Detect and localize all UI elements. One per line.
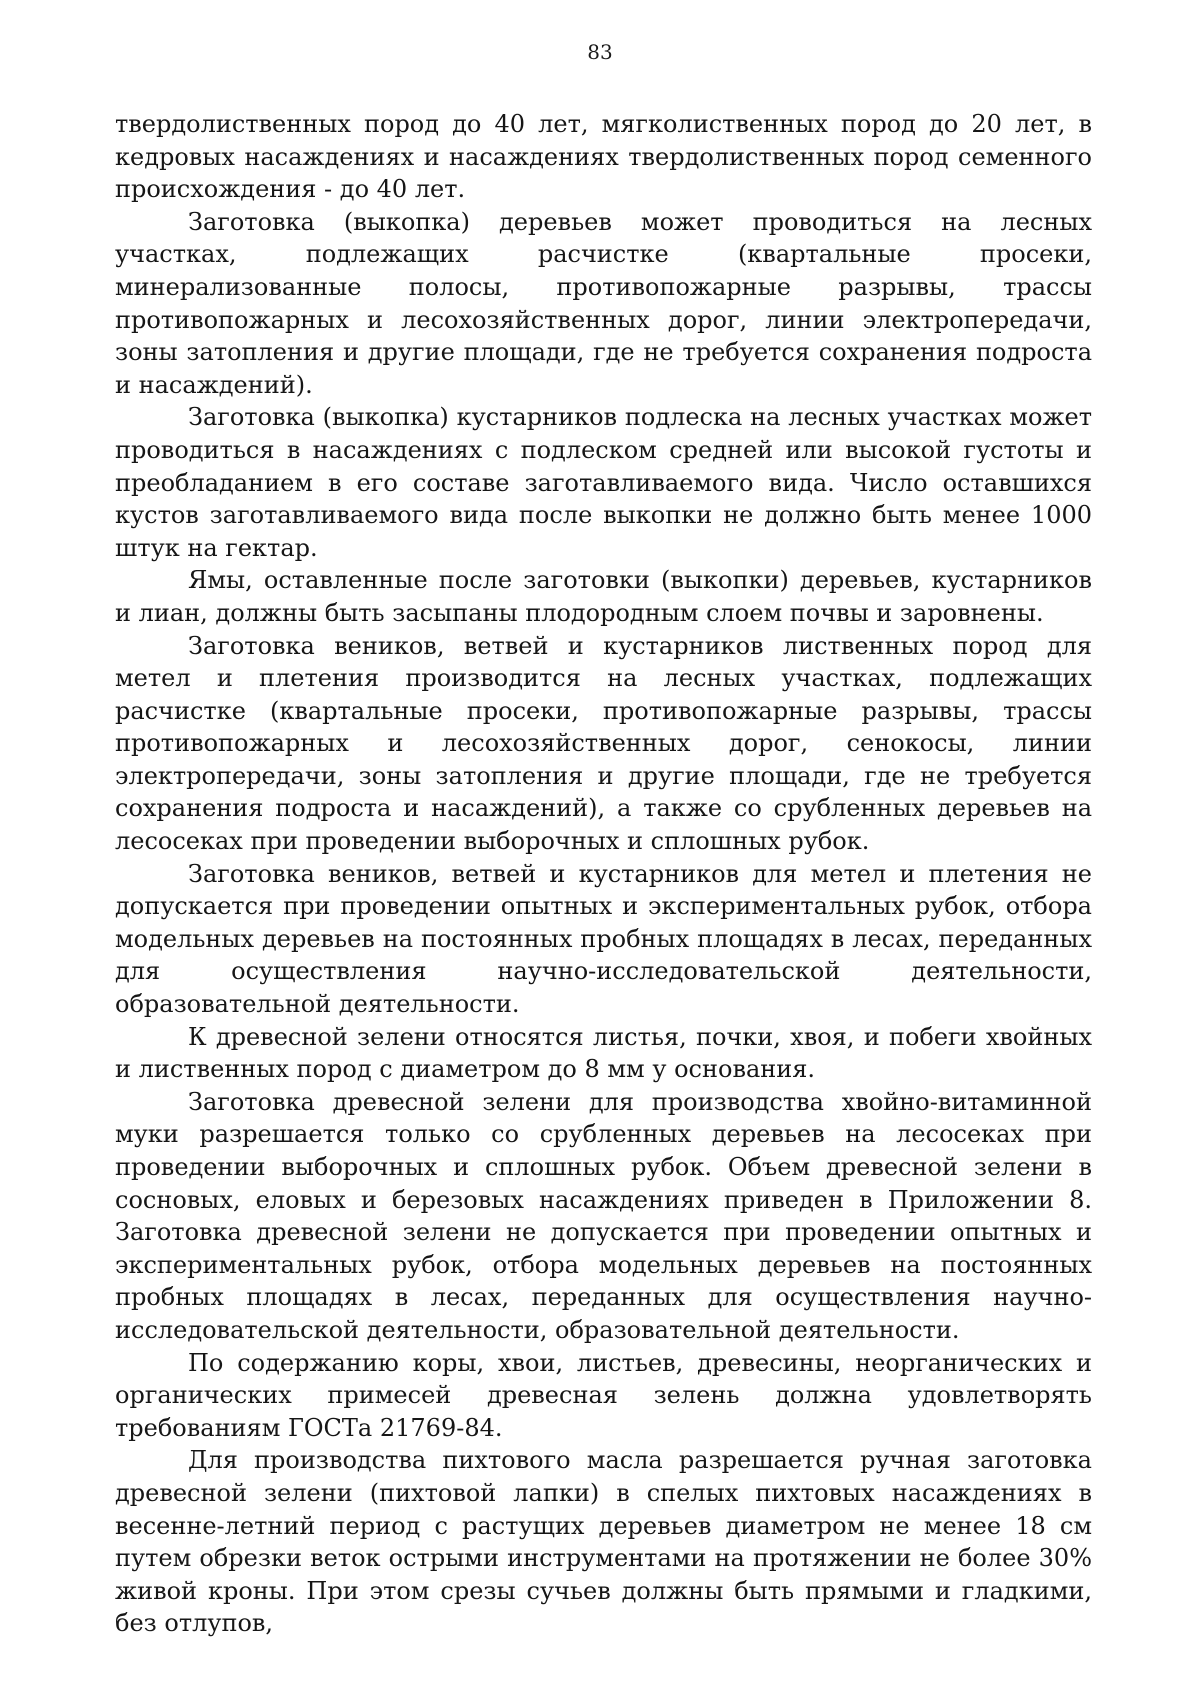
paragraph: Заготовка (выкопка) кустарников подлеска на лесных участках может проводиться в насаждениях с подлеском средней или высокой густоты и преобладанием в его составе заготавливаемого вида. Число оставшихся кустов заготавливаемого вида после выкопки не должно быть менее 1000 штук на гектар. xyxy=(115,403,1092,562)
paragraph: Ямы, оставленные после заготовки (выкопки) деревьев, кустарников и лиан, должны быть засыпаны плодородным слоем почвы и заровнены. xyxy=(115,566,1092,627)
paragraph: Заготовка веников, ветвей и кустарников для метел и плетения не допускается при проведении опытных и экспериментальных рубок, отбора модельных деревьев на постоянных пробных площадях в лесах, переданных для осуществления научно-исследовательской деятельности, образовательной деятельности. xyxy=(115,859,1092,1019)
paragraph: К древесной зелени относятся листья, почки, хвоя, и побеги хвойных и лиственных пород с диаметром до 8 мм у основания. xyxy=(115,1022,1092,1084)
document-body xyxy=(115,108,1092,1640)
page-number: 83 xyxy=(587,40,613,64)
paragraph: Заготовка древесной зелени для производства хвойно-витаминной муки разрешается только со срубленных деревьев на лесосеках при проведении выборочных и сплошных рубок. Объем древесной зелени в сосновых, еловых и березовых насаждениях приведен в Приложении 8. Заготовка древесной зелени не допускается при проведении опытных и экспериментальных рубок, отбора модельных деревьев на постоянных пробных площадях в лесах, переданных для осуществления научно-исследовательской деятельности, образовательной деятельности. xyxy=(115,1087,1092,1344)
paragraph: Заготовка веников, ветвей и кустарников лиственных пород для метел и плетения производится на лесных участках, подлежащих расчистке (квартальные просеки, противопожарные разрывы, трассы противопожарных и лесохозяйственных дорог, сенокосы, линии электропередачи, зоны затопления и другие площади, где не требуется сохранения подроста и насаждений), а также со срубленных деревьев на лесосеках при проведении выборочных и сплошных рубок. xyxy=(115,631,1092,856)
paragraph: По содержанию коры, хвои, листьев, древесины, неорганических и органических примесей древесная зелень должна удовлетворять требованиям ГОСТа 21769-84. xyxy=(115,1348,1092,1442)
paragraph: Заготовка (выкопка) деревьев может проводиться на лесных участках, подлежащих расчистке (квартальные просеки, минерализованные полосы, противопожарные разрывы, трассы противопожарных и лесохозяйственных дорог, линии электропередачи, зоны затопления и другие площади, где не требуется сохранения подроста и насаждений). xyxy=(115,207,1092,399)
paragraph: твердолиственных пород до 40 лет, мягколиственных пород до 20 лет, в кедровых насаждениях и насаждениях твердолиственных пород семенного происхождения - до 40 лет. xyxy=(115,110,1092,204)
paragraph: Для производства пихтового масла разрешается ручная заготовка древесной зелени (пихтовой лапки) в спелых пихтовых насаждениях в весенне-летний период с растущих деревьев диаметром не менее 18 см путем обрезки веток острыми инструментами на протяжении не более 30% живой кроны. При этом срезы сучьев должны быть прямыми и гладкими, без отлупов, xyxy=(115,1446,1092,1638)
